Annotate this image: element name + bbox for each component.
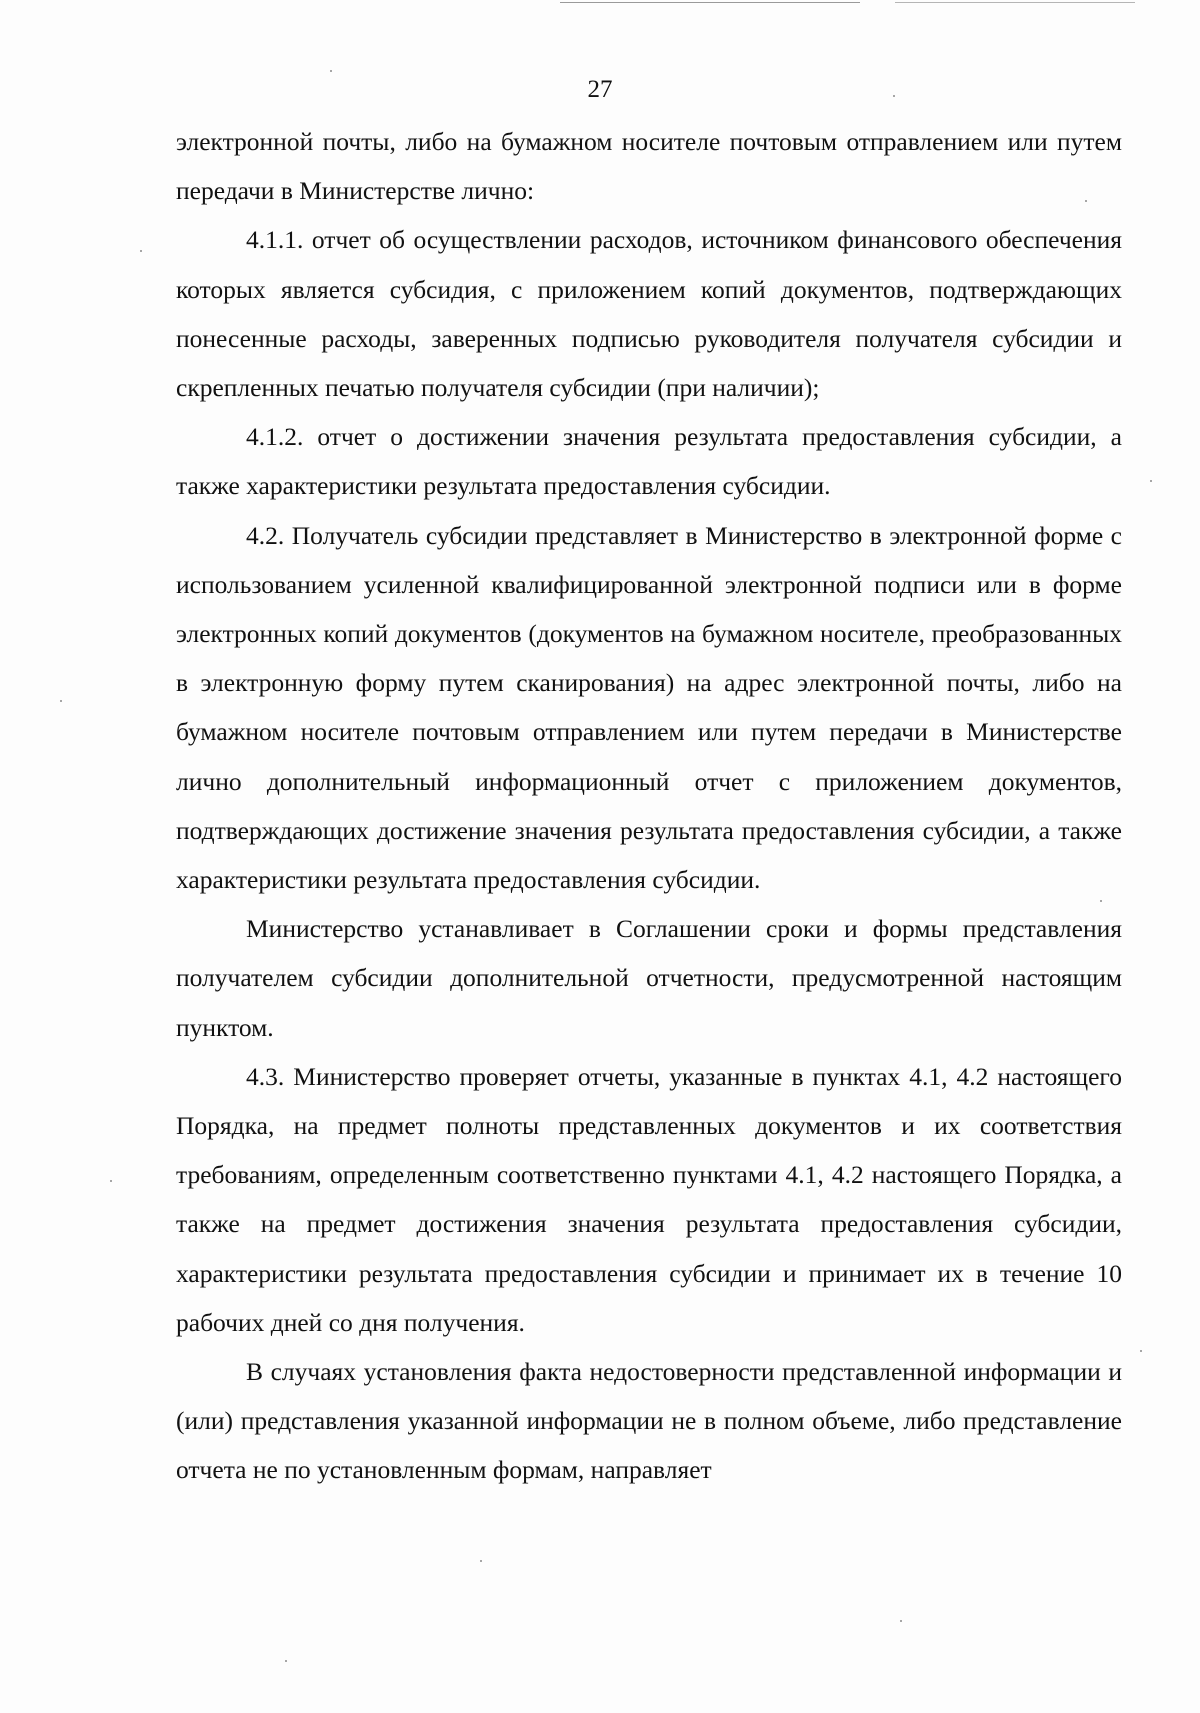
scan-speck <box>1150 480 1152 482</box>
paragraph-clause-4-3: 4.3. Министерство проверяет отчеты, указанные в пунктах 4.1, 4.2 настоящего Порядка, на предмет полноты представленных документов и их соответствия требованиям, определенным соответственно пунктами 4.1, 4.2 настоящего Порядка, а также на предмет достижения значения результата предоставления субсидии, характеристики результата предоставления субсидии и принимает их в течение 10 рабочих дней со дня получения. <box>176 1061 1122 1337</box>
scan-speck <box>285 1660 287 1662</box>
scan-speck <box>60 700 62 702</box>
page-number: 27 <box>587 76 613 103</box>
paragraph-intro-continuation: электронной почты, либо на бумажном носителе почтовым отправлением или путем передачи в Министерстве лично: <box>176 127 1122 206</box>
scan-speck <box>140 250 142 252</box>
scan-speck <box>900 1620 902 1622</box>
paragraph-inaccuracy-cases: В случаях установления факта недостоверности представленной информации и (или) представления указанной информации не в полном объеме, либо представление отчета не по установленным формам, направляет <box>176 1357 1122 1485</box>
scan-speck <box>1140 1350 1142 1352</box>
scan-speck <box>110 1180 112 1182</box>
scan-speck <box>893 95 895 97</box>
paragraph-clause-4-1-2: 4.1.2. отчет о достижении значения результата предоставления субсидии, а также характеристики результата предоставления субсидии. <box>176 422 1122 501</box>
scan-speck <box>480 1560 482 1562</box>
paragraph-clause-4-2: 4.2. Получатель субсидии представляет в Министерство в электронной форме с использованием усиленной квалифицированной электронной подписи или в форме электронных копий документов (документов на бумажном носителе, преобразованных в электронную форму путем сканирования) на адрес электронной почты, либо на бумажном носителе почтовым отправлением или путем передачи в Министерстве лично дополнительный информационный отчет с приложением документов, подтверждающих достижение значения результата предоставления субсидии, а также характеристики результата предоставления субсидии. <box>176 520 1122 895</box>
scan-speck <box>1100 900 1102 902</box>
scan-speck <box>1085 200 1087 202</box>
scan-edge-line <box>560 2 860 3</box>
paragraph-clause-4-1-1: 4.1.1. отчет об осуществлении расходов, источником финансового обеспечения которых является субсидия, с приложением копий документов, подтверждающих понесенные расходы, заверенных подписью руководителя получателя субсидии и скрепленных печатью получателя субсидии (при наличии); <box>176 225 1122 403</box>
scan-speck <box>330 70 332 72</box>
paragraph-ministry-terms: Министерство устанавливает в Соглашении сроки и формы представления получателем субсидии дополнительной отчетности, предусмотренной настоящим пунктом. <box>176 914 1122 1042</box>
scan-edge-line <box>895 2 1135 3</box>
document-body <box>176 117 1122 1495</box>
